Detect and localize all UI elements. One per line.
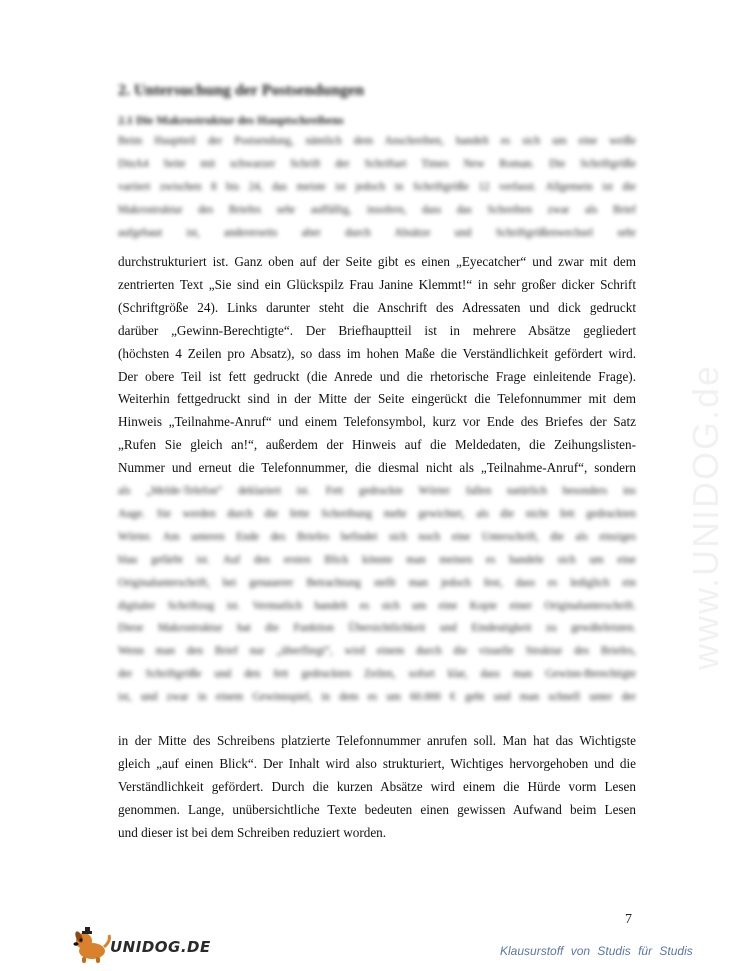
text-line: variiert zwischen 8 bis 24, das meiste ist jedoch in Schriftgröße 12 verfasst. Allgemein ist die — [118, 180, 636, 193]
text-line: (Schriftgröße 24). Links darunter steht die Anschrift des Adressaten und dick gedruckt — [118, 299, 636, 315]
footer-logo — [70, 925, 211, 965]
subsection-heading: 2.1 Die Makrostruktur des Hauptschreibens — [118, 113, 344, 127]
text-line: „Rufen Sie gleich an!“, außerdem der Hinweis auf die Meldedaten, die Zeihungslisten- — [118, 437, 636, 453]
text-line: Weiterhin fettgedruckt sind in der Mitte der Seite eingerückt die Telefonnummer mit dem — [118, 391, 636, 407]
text-line: DinA4 Seite mit schwarzer Schrift der Schriftart Times New Roman. Die Schriftgröße — [118, 157, 636, 170]
text-line: Wörter. Am unteren Ende des Briefes befindet sich noch eine Unterschrift, die als einziges — [118, 530, 636, 543]
text-line: Der obere Teil ist fett gedruckt (die Anrede und die rhetorische Frage einleitende Frage). — [118, 368, 636, 384]
text-line: Diese Makrostruktur hat die Funktion Übersichtlichkeit und Eindeutigkeit zu gewährleisten. — [118, 622, 636, 635]
page-number: 7 — [625, 912, 632, 927]
text-line: genommen. Lange, unübersichtliche Texte bedeuten einen gewissen Aufwand beim Lesen — [118, 801, 636, 817]
text-line: durchstrukturiert ist. Ganz oben auf der Seite gibt es einen „Eyecatcher“ und zwar mit dem — [118, 254, 636, 269]
text-line: ist, und zwar in einem Gewinnspiel, in dem es um 60.000 € geht und man schnell unter der — [118, 691, 636, 704]
text-line: (höchsten 4 Zeilen pro Absatz), so dass im hohen Maße die Verständlichkeit gefördert wird. — [118, 345, 636, 361]
footer-tagline: Klausurstoff von Studis für Studis — [500, 944, 693, 958]
text-line: Wenn man den Brief nur „überfliegt“, wird einem durch die visuelle Struktur des Briefes, — [118, 645, 636, 658]
dog-mascot-icon — [70, 925, 114, 965]
text-line: blau gefärbt ist. Auf den ersten Blick könnte man meinen es handele sich um eine — [118, 553, 636, 566]
blurred-paragraph-top — [118, 130, 636, 245]
text-line: digitaler Schriftzug ist. Vermutlich handelt es sich um eine Kopie einer Originalunterschrift. — [118, 599, 636, 612]
blurred-paragraph-middle — [118, 480, 636, 709]
text-line: und dieser ist bei dem Schreiben reduziert worden. — [118, 824, 387, 840]
text-line: Makrostruktur des Briefes sehr auffällig, insofern, dass das Schreiben zwar als Brief — [118, 203, 636, 216]
text-line: Verständlichkeit gefördert. Durch die kurzen Absätze wird einem die Hürde vorm Lesen — [118, 778, 636, 794]
text-line: Hinweis „Teilnahme-Anruf“ und einem Telefonsymbol, kurz vor Ende des Briefes der Satz — [118, 414, 636, 430]
visible-paragraph — [118, 251, 636, 480]
text-line: als „Melde-Telefon“ deklariert ist. Fett gedruckte Wörter fallen natürlich besonders ins — [118, 485, 636, 497]
text-line: zentrierten Text „Sie sind ein Glückspilz Frau Janine Klemmt!“ in sehr großer dicker Schrift — [118, 276, 636, 292]
watermark-text: www.UNIDOG.de — [685, 363, 726, 670]
logo-text: UNIDOG.DE — [110, 938, 211, 956]
text-line: Beim Hauptteil der Postsendung, nämlich dem Anschreiben, handelt es sich um eine weiße — [118, 135, 636, 147]
text-line: Originalunterschrift, bei genauerer Betrachtung stellt man jedoch fest, dass es lediglich ein — [118, 576, 636, 589]
watermark — [590, 260, 750, 670]
text-line: darüber „Gewinn-Berechtigte“. Der Briefhauptteil ist in mehrere Absätze gegliedert — [118, 322, 636, 338]
text-line: Auge. Sie werden durch die fette Schreibung mehr gewichtet, als die nicht fett gedruckten — [118, 507, 636, 520]
text-line: der Schriftgröße und den fett gedruckten Zeilen, sofort klar, dass man Gewinn-Berechtigte — [118, 668, 636, 681]
text-line: gleich „auf einen Blick“. Der Inhalt wird also strukturiert, Wichtiges hervorgehoben und die — [118, 755, 636, 771]
section-heading: 2. Untersuchung der Postsendungen — [118, 82, 364, 99]
text-line: Nummer und erneut die Telefonnummer, die diesmal nicht als „Teilnahme-Anruf“, sondern — [118, 460, 636, 476]
text-line: in der Mitte des Schreibens platzierte Telefonnummer anrufen soll. Man hat das Wichtigste — [118, 733, 636, 748]
text-line: aufgebaut ist, andererseits aber durch Absätze und Schriftgrößenwechsel sehr — [118, 226, 636, 239]
closing-paragraph — [118, 730, 636, 845]
